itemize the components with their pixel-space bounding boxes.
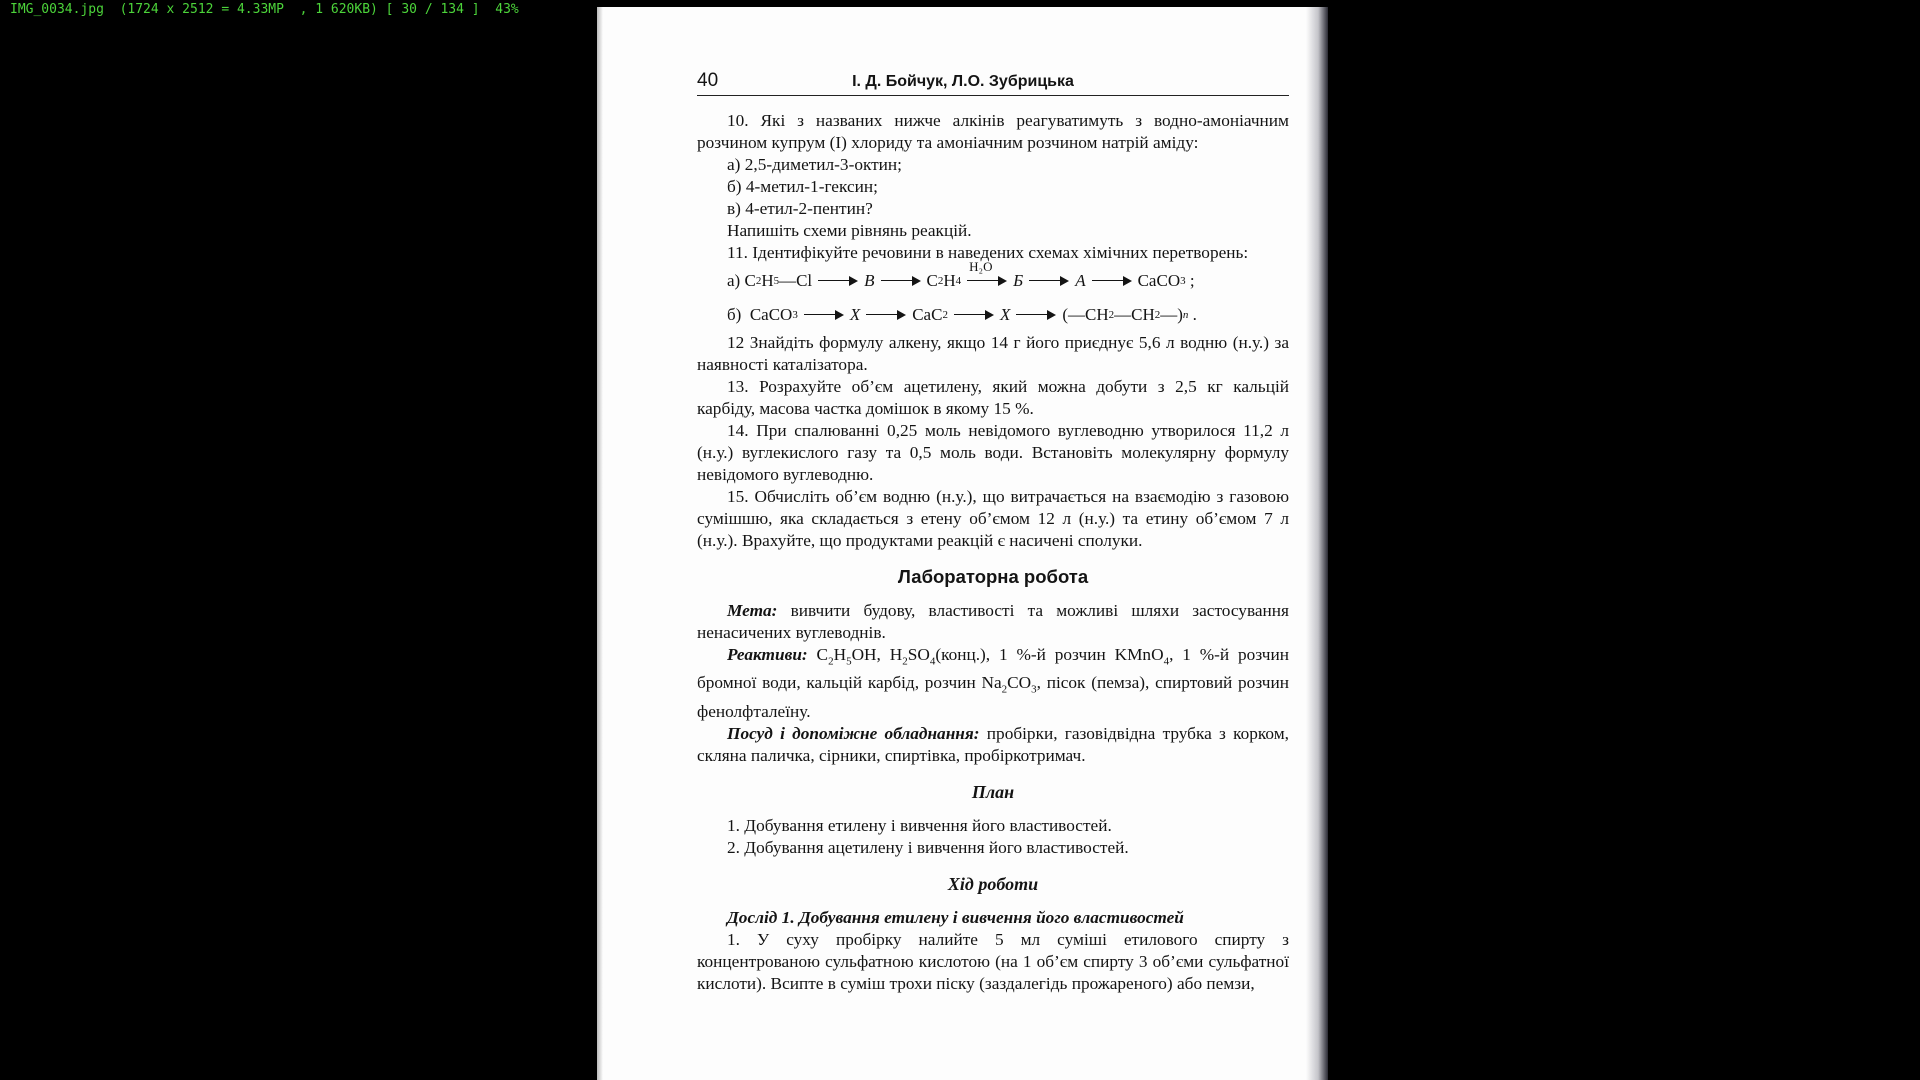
lab-equipment: [697, 723, 1289, 767]
reaction-scheme-b: б) CaCO 3 X CaC 2 X (—CH 2 —CH 2 —) n .: [727, 305, 1197, 324]
arrow: [881, 276, 921, 286]
plan-item: 2. Добування ацетилену і вивчення його властивостей.: [727, 837, 1129, 857]
plan-item: 1. Добування етилену і вивчення його властивостей.: [727, 815, 1112, 835]
page-header: [697, 70, 1289, 96]
question-14: 14. При спалюванні 0,25 моль невідомого вуглеводню утворилося 11,2 л (н.у.) вуглекислого газу та 0,5 моль води. Встановіть молекулярну формулу невідомого вуглеводню.: [697, 421, 1289, 484]
procedure-title: Хід роботи: [947, 873, 1039, 894]
lab-equipment-label: Посуд і допоміжне обладнання:: [727, 723, 980, 743]
arrow: [1092, 276, 1132, 286]
experiment-1-title: Дослід 1. Добування етилену і вивчення його властивостей: [727, 907, 1184, 927]
question-10: 10. Які з названих нижче алкінів реагуватимуть з водно-амоніачним розчином купрум (І) хлориду та амоніачним розчином натрій аміду:: [697, 111, 1289, 152]
status-bar: IMG_0034.jpg (1724 x 2512 = 4.33MP , 1 620KB) [ 30 / 134 ] 43%: [10, 2, 519, 17]
arrow: [1016, 310, 1056, 320]
lab-goal-text: вивчити будову, властивості та можливі шляхи застосування ненасичених вуглеводнів.: [697, 601, 1289, 642]
lab-goal-label: Мета:: [727, 601, 778, 620]
plan-title: План: [971, 781, 1015, 802]
arrow: [1029, 276, 1069, 286]
running-head-authors: І. Д. Бойчук, Л.О. Зубрицька: [852, 73, 1074, 90]
scheme-a-label: а): [727, 271, 741, 290]
question-10-option-c: в) 4-етил-2-пентин?: [727, 199, 873, 218]
question-10-option-b: б) 4-метил-1-гексин;: [727, 177, 878, 196]
lab-equipment-text: пробірки, газовідвідна трубка з корком, скляна паличка, сірники, спиртівка, пробіркотримач.: [697, 723, 1289, 765]
page-left-edge: [597, 7, 603, 1080]
arrow-condition-label: H₂O: [969, 259, 993, 274]
lab-reagents-label: Реактиви:: [727, 645, 808, 664]
question-12: 12 Знайдіть формулу алкену, якщо 14 г його приєднує 5,6 л водню (н.у.) за наявності каталізатора.: [697, 333, 1289, 374]
arrow: [818, 276, 858, 286]
arrow-with-water: [967, 259, 1007, 286]
reaction-scheme-a: а) C 2 H 5 —Cl B C 2 H 4 H₂O Б A CaCO 3 ;: [697, 264, 1289, 298]
page-number: 40: [697, 70, 719, 91]
arrow: [866, 310, 906, 320]
lab-goal: [697, 600, 1289, 644]
arrow: [804, 310, 844, 320]
experiment-1-text: 1. У суху пробірку налийте 5 мл суміші етилового спирту з концентрованою сульфатною кислотою (на 1 об’єм спирту 3 об’єми сульфатної кислоти). Всипте в суміш трохи піску (заздалегідь прожареного) або пемзи,: [697, 929, 1289, 993]
scheme-b-label: б): [727, 305, 742, 324]
question-10-task: Напишіть схеми рівнянь реакцій.: [727, 221, 972, 240]
page-content: [697, 70, 1289, 995]
question-13: 13. Розрахуйте об’єм ацетилену, який можна добути з 2,5 кг кальцій карбіду, масова частка домішок в якому 15 %.: [697, 377, 1289, 418]
arrow: [954, 310, 994, 320]
document-page: [597, 7, 1328, 1080]
section-title-lab: Лабораторна робота: [897, 566, 1089, 587]
question-15: 15. Обчисліть об’єм водню (н.у.), що витрачається на взаємодію з газовою сумішшю, яка складається з етену об’ємом 12 л (н.у.) та етину об’ємом 7 л (н.у.). Врахуйте, що продуктами реакцій є насичені сполуки.: [697, 487, 1289, 550]
lab-reagents: Реактиви: $C_2H_5OH$, $H_2SO_4(конц.)$, 1 %-й розчин KMnO$_4$, 1 %-й розчин бромної води, кальцій карбід, розчин $Na_2CO_3$, пісок (пемза), спиртовий розчин фенолфталеїну.: [697, 645, 1289, 721]
question-10-option-a: а) 2,5-диметил-3-октин;: [727, 155, 902, 174]
page-spine-shadow: [1306, 7, 1328, 1080]
question-11: 11. Ідентифікуйте речовини в наведених схемах хімічних перетворень:: [727, 243, 1249, 262]
